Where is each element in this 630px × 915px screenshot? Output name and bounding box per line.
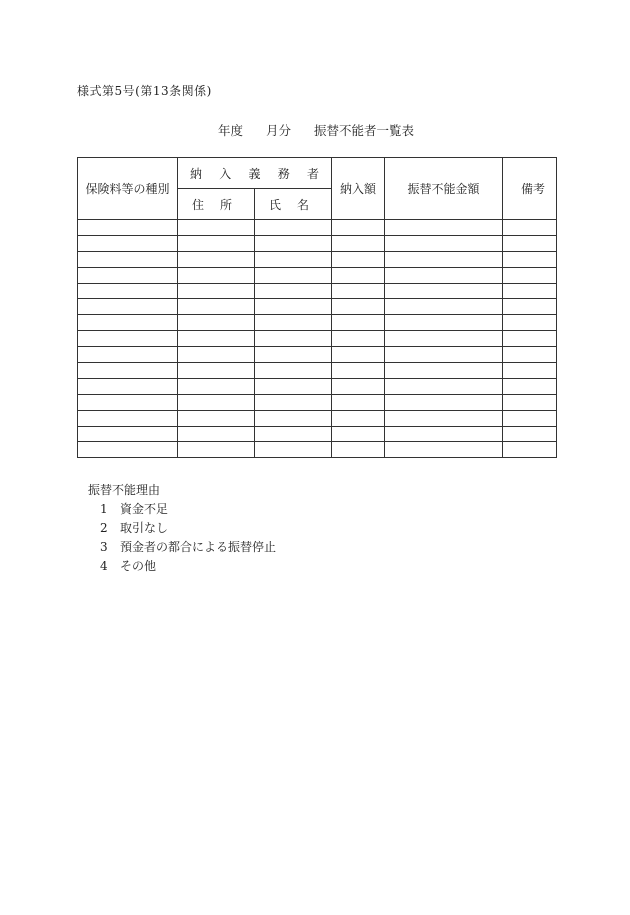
table-cell (385, 220, 503, 236)
table-cell (78, 235, 178, 251)
obligor-header-char: 務 (277, 166, 290, 181)
table-row (78, 394, 557, 410)
table-row (78, 442, 557, 458)
unpaid-list-table (77, 157, 557, 458)
address-header-char: 住 (192, 197, 205, 212)
reason-text: 資金不足 (120, 502, 169, 516)
table-cell (332, 299, 385, 315)
name-header-char: 氏 (269, 197, 282, 212)
table-cell (503, 315, 557, 331)
table-cell (503, 235, 557, 251)
table-cell (503, 394, 557, 410)
reason-number: 2 (100, 521, 108, 535)
table-cell (255, 283, 332, 299)
title-name: 振替不能者一覧表 (314, 123, 415, 138)
table-row (78, 235, 557, 251)
reasons-section (88, 481, 276, 576)
table-cell (332, 378, 385, 394)
table-cell (178, 267, 255, 283)
table-cell (255, 315, 332, 331)
table-cell (385, 283, 503, 299)
table-cell (503, 347, 557, 363)
table-cell (385, 251, 503, 267)
table-cell (78, 315, 178, 331)
table-cell (503, 378, 557, 394)
table-cell (332, 410, 385, 426)
table-cell (178, 331, 255, 347)
table-cell (178, 378, 255, 394)
table-cell (255, 331, 332, 347)
table-row (78, 315, 557, 331)
table-row (78, 426, 557, 442)
table-cell (385, 363, 503, 379)
table-cell (503, 299, 557, 315)
table-cell (385, 410, 503, 426)
table-cell (255, 394, 332, 410)
table-cell (78, 394, 178, 410)
table-cell (503, 283, 557, 299)
table-cell (78, 363, 178, 379)
title-month: 月分 (266, 123, 292, 138)
title-year: 年度 (218, 123, 244, 138)
table-cell (178, 410, 255, 426)
remarks-header-char: 備 (521, 182, 534, 196)
obligor-header-char: 義 (248, 166, 261, 181)
table-cell (255, 220, 332, 236)
reason-number: 3 (100, 540, 108, 554)
table-cell (332, 331, 385, 347)
table-row (78, 267, 557, 283)
obligor-header-char: 者 (307, 166, 320, 181)
header-unpaid-amount: 振替不能金額 (385, 158, 503, 220)
table-cell (503, 426, 557, 442)
table-cell (78, 331, 178, 347)
header-obligor (178, 158, 332, 189)
table-cell (332, 394, 385, 410)
table-cell (178, 363, 255, 379)
header-address (178, 189, 255, 220)
obligor-header-char: 入 (219, 166, 232, 181)
table-cell (255, 347, 332, 363)
table-cell (332, 283, 385, 299)
obligor-header-char: 納 (190, 166, 203, 181)
remarks-header-char: 考 (533, 182, 546, 196)
table-cell (385, 347, 503, 363)
reason-text: 取引なし (120, 521, 169, 535)
table-cell (503, 251, 557, 267)
table-row (78, 347, 557, 363)
table-row (78, 283, 557, 299)
table-cell (178, 442, 255, 458)
table-cell (385, 299, 503, 315)
table-cell (385, 267, 503, 283)
table-cell (332, 442, 385, 458)
table-row (78, 363, 557, 379)
table-cell (332, 347, 385, 363)
document-title (218, 121, 414, 139)
table-cell (178, 251, 255, 267)
reason-item (88, 519, 276, 538)
table-row (78, 331, 557, 347)
table-cell (255, 251, 332, 267)
name-header-char: 名 (297, 197, 310, 212)
reasons-heading: 振替不能理由 (88, 483, 161, 497)
table-cell (255, 426, 332, 442)
table-row (78, 220, 557, 236)
table-cell (78, 267, 178, 283)
table-cell (78, 220, 178, 236)
reason-item (88, 538, 276, 557)
table-cell (332, 220, 385, 236)
table-cell (332, 267, 385, 283)
table-cell (178, 220, 255, 236)
table-cell (78, 378, 178, 394)
table-cell (332, 235, 385, 251)
table-cell (178, 426, 255, 442)
table-cell (178, 235, 255, 251)
reason-text: 預金者の都合による振替停止 (120, 540, 277, 554)
header-name (255, 189, 332, 220)
table-cell (385, 315, 503, 331)
table-cell (332, 363, 385, 379)
table-cell (178, 283, 255, 299)
table-cell (78, 299, 178, 315)
table-cell (78, 442, 178, 458)
table-cell (78, 410, 178, 426)
table-cell (255, 442, 332, 458)
table-cell (178, 347, 255, 363)
table-cell (178, 394, 255, 410)
table-cell (385, 235, 503, 251)
table-cell (503, 410, 557, 426)
table-cell (255, 235, 332, 251)
table-cell (255, 410, 332, 426)
table-cell (385, 442, 503, 458)
table-cell (178, 299, 255, 315)
table-cell (255, 363, 332, 379)
table-cell (78, 426, 178, 442)
table-cell (332, 426, 385, 442)
table-cell (385, 378, 503, 394)
table-cell (503, 363, 557, 379)
header-paid-amount: 納入額 (332, 158, 385, 220)
table-cell (332, 251, 385, 267)
table-cell (385, 394, 503, 410)
reason-item (88, 500, 276, 519)
table-row (78, 299, 557, 315)
table-cell (503, 331, 557, 347)
reason-number: 4 (100, 559, 108, 573)
reason-text: その他 (120, 559, 157, 573)
table-cell (503, 267, 557, 283)
table-cell (255, 267, 332, 283)
form-number: 様式第5号(第13条関係) (77, 84, 212, 98)
table-cell (78, 347, 178, 363)
table-cell (178, 315, 255, 331)
table-cell (255, 299, 332, 315)
table-cell (385, 331, 503, 347)
table-cell (503, 442, 557, 458)
table-row (78, 410, 557, 426)
table-cell (503, 220, 557, 236)
address-header-char: 所 (219, 197, 232, 212)
table-cell (255, 378, 332, 394)
header-type: 保険料等の種別 (78, 158, 178, 220)
header-remarks (503, 158, 557, 220)
table-cell (332, 315, 385, 331)
table-cell (385, 426, 503, 442)
reason-number: 1 (100, 502, 108, 516)
table-cell (78, 251, 178, 267)
table-cell (78, 283, 178, 299)
reason-item (88, 557, 276, 576)
table-row (78, 378, 557, 394)
table-row (78, 251, 557, 267)
